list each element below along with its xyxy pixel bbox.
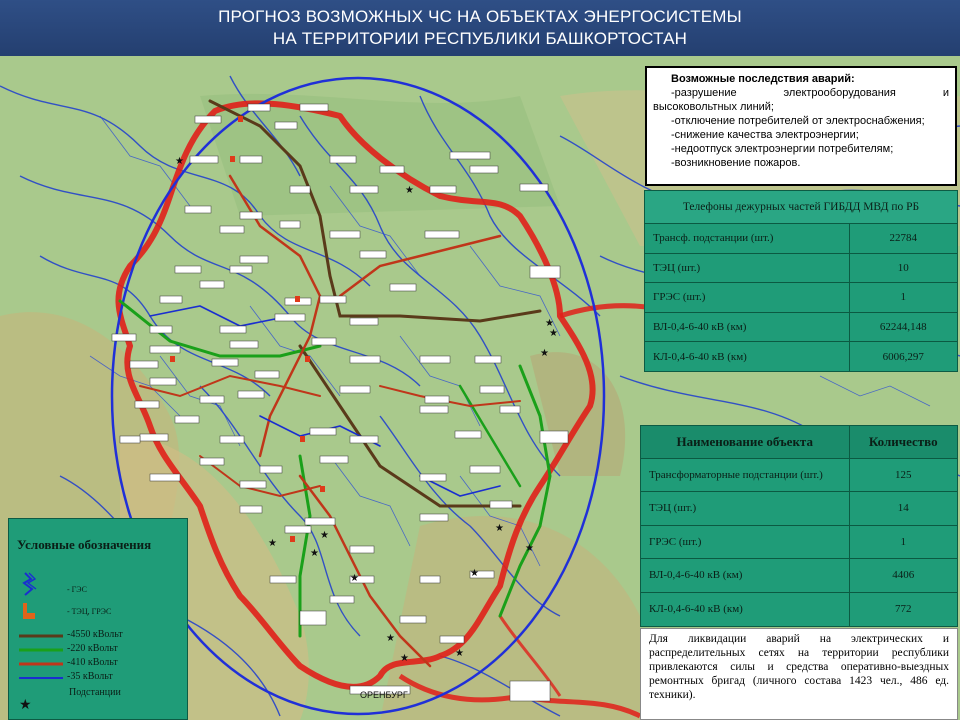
svg-text:★: ★	[405, 185, 414, 196]
line-35-swatch	[19, 673, 63, 683]
row-value: 772	[849, 592, 957, 626]
row-value: 1	[849, 525, 957, 559]
legend-label-tec: - ТЭЦ, ГРЭС	[67, 607, 112, 616]
row-label: Трансформаторные подстанции (шт.)	[641, 458, 849, 492]
svg-text:★: ★	[350, 573, 359, 584]
legend-label-4550: -4550 кВольт	[67, 629, 123, 640]
hydro-plant-icon	[19, 571, 39, 597]
row-value: 4406	[849, 559, 957, 593]
table-row	[645, 224, 957, 254]
svg-text:★: ★	[470, 568, 479, 579]
row-value: 14	[849, 492, 957, 526]
resources-note: Для ликвидации аварий на электрических и распределительных сетях на территории республики привлекаются силы и средства оперативно-выездных ремонтных бригад (личного состава 1423 чел., 486 ед. техники).	[640, 628, 958, 720]
table-row	[645, 283, 957, 313]
consequences-item: -возникновение пожаров.	[671, 157, 801, 169]
svg-text:★: ★	[525, 543, 534, 554]
line-220-swatch	[19, 645, 63, 655]
consequences-line: высоковольтных линий;	[653, 101, 774, 113]
header-line-1: ПРОГНОЗ ВОЗМОЖНЫХ ЧС НА ОБЪЕКТАХ ЭНЕРГОСИСТЕМЫ	[218, 7, 742, 26]
city-label: ОРЕНБУРГ	[360, 690, 408, 700]
svg-text:★: ★	[320, 530, 329, 541]
map-legend	[8, 518, 188, 720]
row-value: 10	[849, 253, 957, 283]
svg-text:★: ★	[268, 538, 277, 549]
consequences-title: Возможные последствия аварий:	[671, 73, 855, 85]
row-label: КЛ-0,4-6-40 кВ (км)	[645, 342, 849, 372]
column-header-name: Наименование объекта	[641, 426, 849, 458]
slide-header	[0, 0, 960, 56]
row-value: 6006,297	[849, 342, 957, 372]
svg-text:★: ★	[386, 633, 395, 644]
svg-text:★: ★	[455, 648, 464, 659]
consequences-item: -снижение качества электроэнергии;	[671, 129, 859, 141]
row-value: 125	[849, 458, 957, 492]
row-label: КЛ-0,4-6-40 кВ (км)	[641, 592, 849, 626]
consequences-item: -недоотпуск электроэнергии потребителям;	[671, 143, 894, 155]
row-label: ТЭЦ (шт.)	[641, 492, 849, 526]
row-label: ГРЭС (шт.)	[641, 525, 849, 559]
thermal-plant-icon	[19, 601, 39, 621]
substation-star-icon: ★	[19, 697, 32, 713]
line-410-swatch	[19, 659, 63, 669]
table-row	[641, 559, 957, 593]
consequences-line: -разрушение электрооборудования и	[671, 87, 949, 99]
svg-text:★: ★	[549, 328, 558, 339]
table-row	[645, 312, 957, 342]
consequences-item: -отключение потребителей от электроснабжения;	[671, 115, 925, 127]
stats-table-republic	[644, 190, 958, 372]
svg-text:★: ★	[310, 548, 319, 559]
table-row	[641, 592, 957, 626]
svg-text:★: ★	[540, 348, 549, 359]
legend-label-substation: Подстанции	[69, 687, 121, 698]
row-label: Трансф. подстанции (шт.)	[645, 224, 849, 254]
row-label: ТЭЦ (шт.)	[645, 253, 849, 283]
table-row	[645, 253, 957, 283]
legend-label-ges: - ГЭС	[67, 585, 87, 594]
column-header-qty: Количество	[849, 426, 957, 458]
svg-text:★: ★	[400, 653, 409, 664]
legend-label-35: -35 кВольт	[67, 671, 113, 682]
stats-table-title: Телефоны дежурных частей ГИБДД МВД по РБ	[645, 191, 957, 223]
row-value: 22784	[849, 224, 957, 254]
table-header-row	[641, 426, 957, 458]
table-row	[641, 492, 957, 526]
table-row	[645, 342, 957, 372]
svg-text:★: ★	[175, 156, 184, 167]
row-label: ГРЭС (шт.)	[645, 283, 849, 313]
row-value: 1	[849, 283, 957, 313]
legend-title: Условные обозначения	[17, 537, 152, 552]
legend-label-410: -410 кВольт	[67, 657, 118, 668]
line-4550-swatch	[19, 631, 63, 641]
row-value: 62244,148	[849, 312, 957, 342]
legend-label-220: -220 кВольт	[67, 643, 118, 654]
row-label: ВЛ-0,4-6-40 кВ (км)	[645, 312, 849, 342]
row-label: ВЛ-0,4-6-40 кВ (км)	[641, 559, 849, 593]
table-row	[641, 525, 957, 559]
svg-text:★: ★	[495, 523, 504, 534]
header-line-2: НА ТЕРРИТОРИИ РЕСПУБЛИКИ БАШКОРТОСТАН	[272, 29, 688, 48]
svg-text:★: ★	[545, 318, 554, 329]
stats-table-objects	[640, 425, 958, 627]
table-row	[641, 458, 957, 492]
consequences-panel	[645, 66, 957, 186]
